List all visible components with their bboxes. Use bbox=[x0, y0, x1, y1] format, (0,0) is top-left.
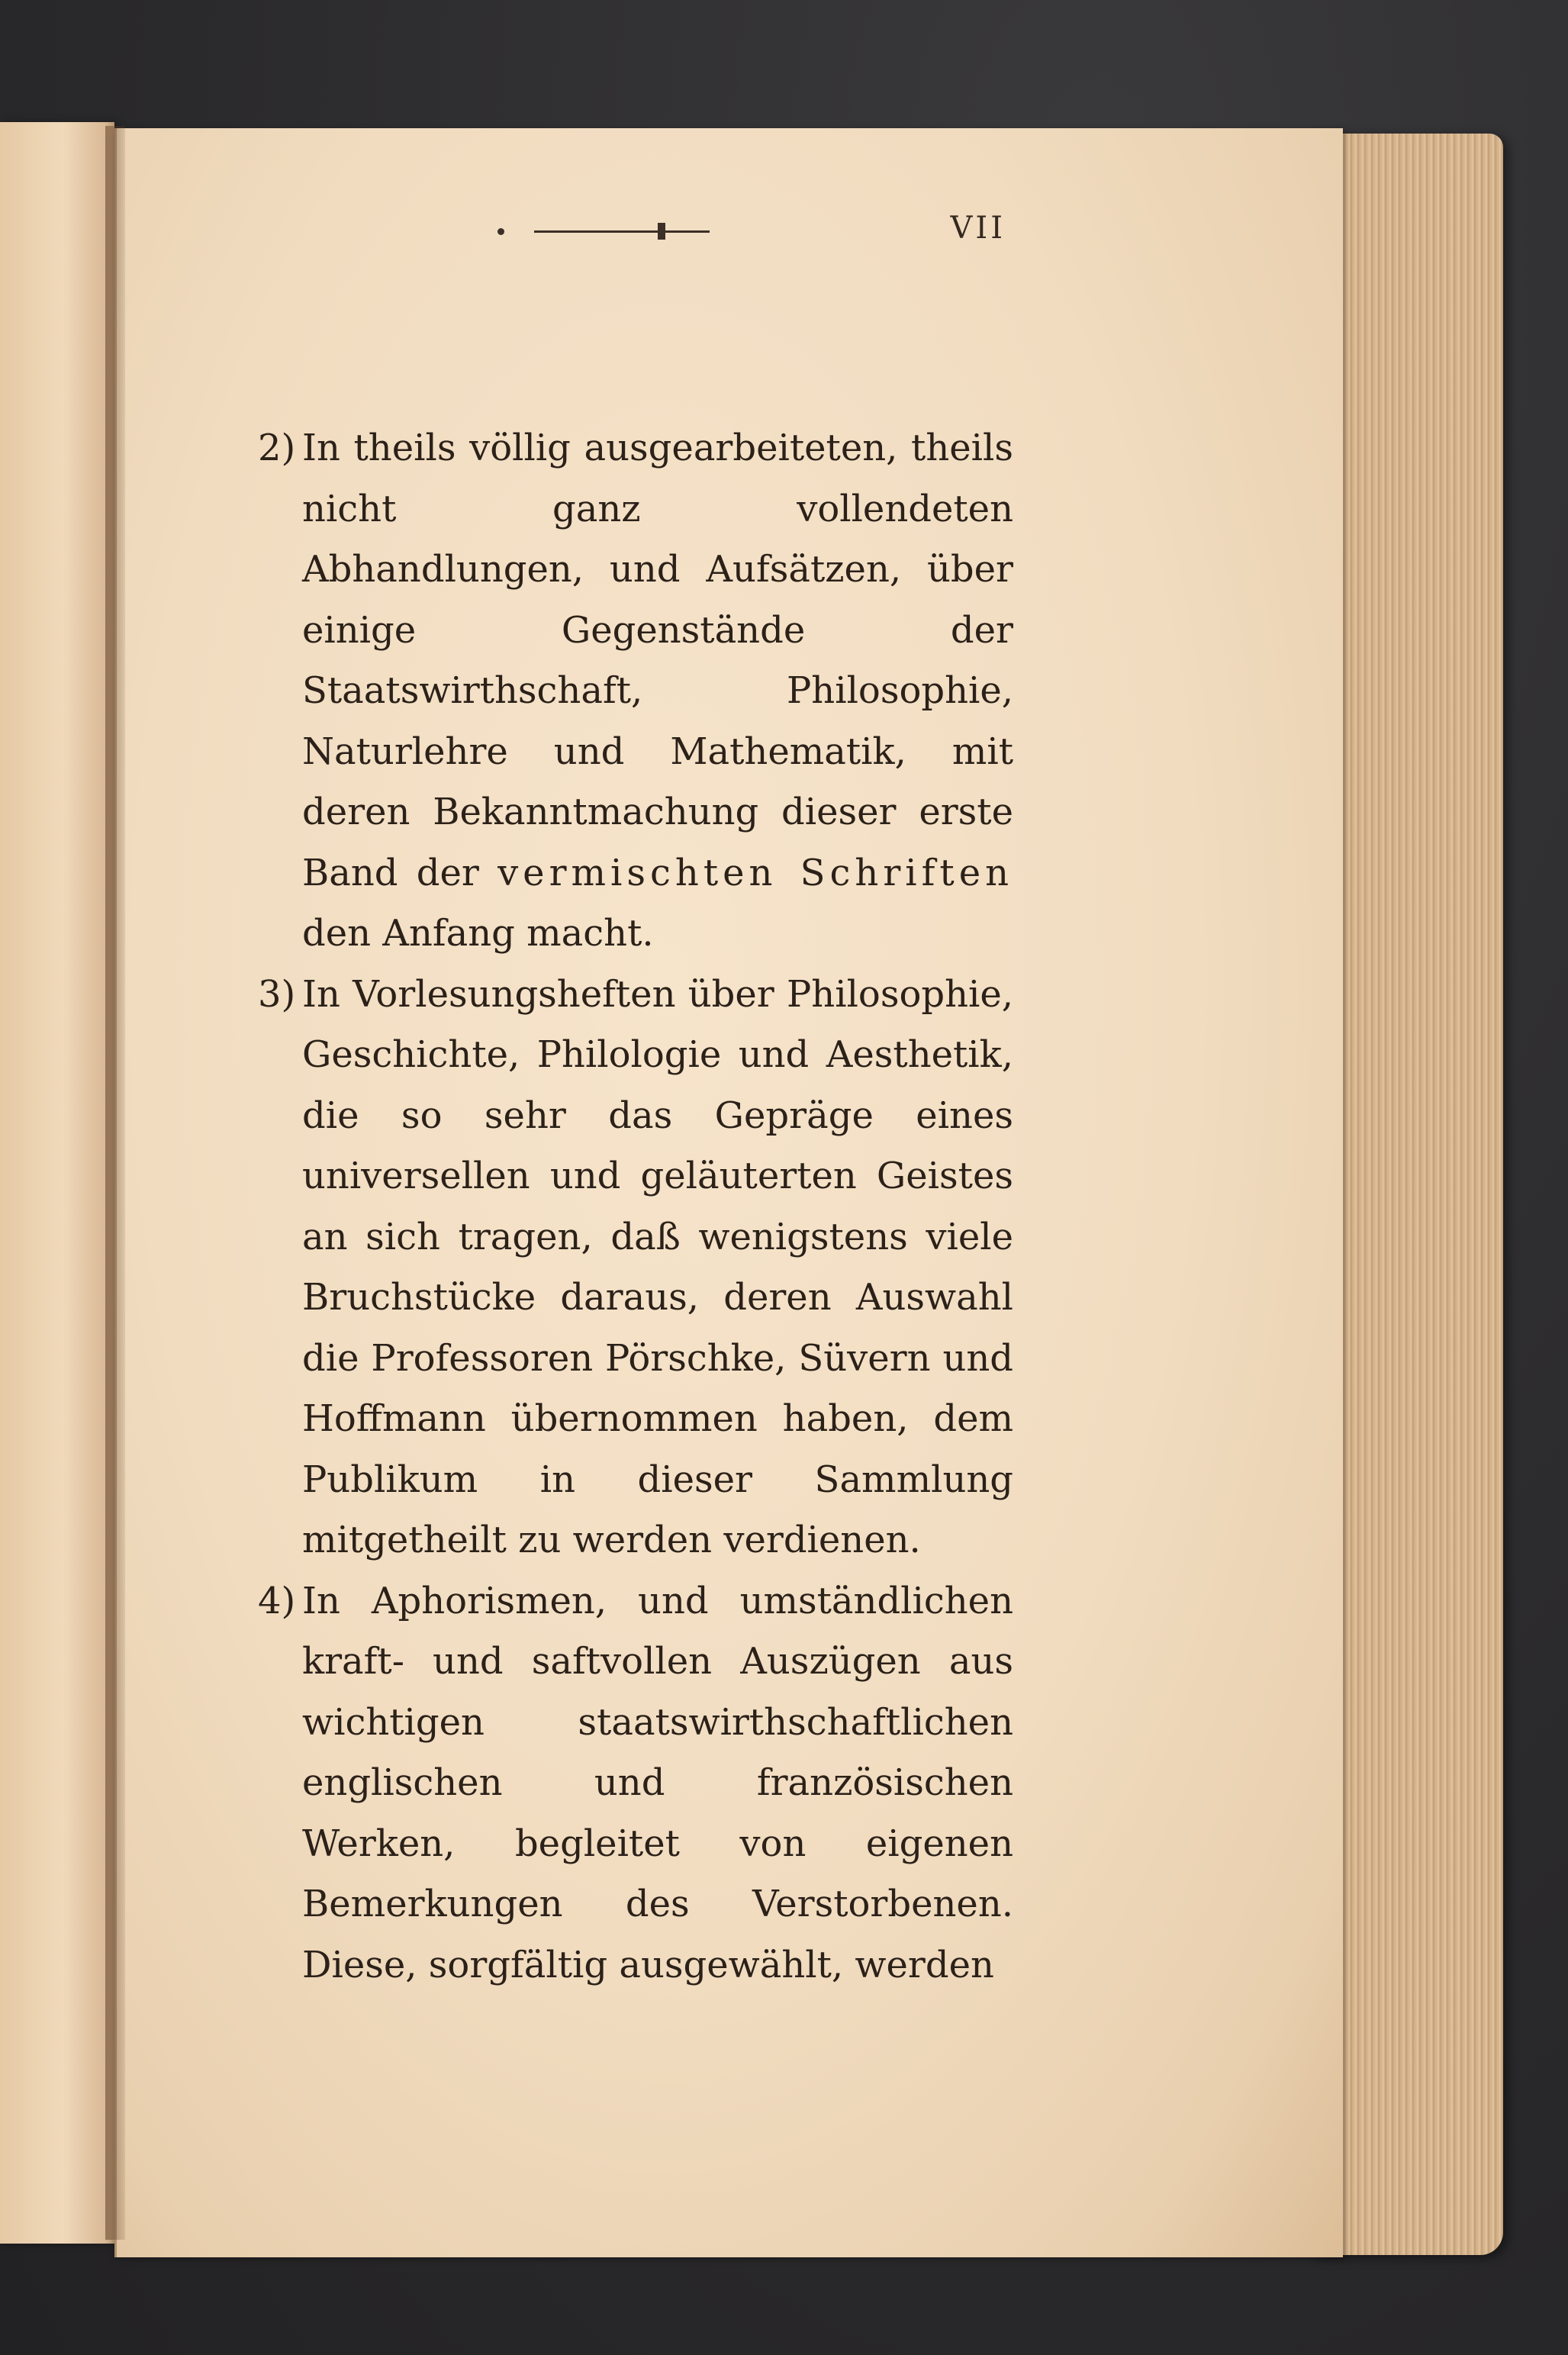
item-number: 2) bbox=[258, 427, 296, 469]
item-emphasis: vermischten Schriften bbox=[497, 851, 1014, 894]
item-text: In Aphorismen, und umständlichen kraft- und saftvollen Auszügen aus wichtigen staatswirthschaftlichen englischen und französischen Werken, begleitet von eigenen Bemerkungen des Verstorbenen. Diese, sorgfältig ausgewählt, werden bbox=[302, 1579, 1013, 1986]
list-item bbox=[258, 965, 1013, 1571]
item-text: In Vorlesungsheften über Philosophie, Geschichte, Philologie und Aesthetik, die so sehr das Gepräge eines universellen und geläuterten Geistes an sich tragen, daß wenigstens viele Bruchstücke daraus, deren Auswahl die Professoren Pörschke, Süvern und Hoffmann übernommen haben, dem Publikum in dieser Sammlung mitgetheilt zu werden verdienen. bbox=[302, 972, 1013, 1561]
list-item bbox=[258, 1571, 1013, 1996]
item-text-continued: den Anfang macht. bbox=[302, 912, 654, 955]
item-number: 3) bbox=[258, 972, 296, 1016]
running-header bbox=[526, 208, 1015, 253]
gutter-shadow bbox=[105, 126, 125, 2240]
previous-page-edge bbox=[0, 122, 114, 2244]
item-number: 4) bbox=[258, 1579, 296, 1622]
page-number: VII bbox=[950, 211, 1006, 246]
header-ornament-rule bbox=[534, 230, 710, 233]
body-text bbox=[258, 418, 1013, 1996]
item-text: In theils völlig ausgearbeiteten, theils nicht ganz vollendeten Abhandlungen, und Aufsätzen, über einige Gegenstände der Staatswirthschaft, Philosophie, Naturlehre und Mathematik, mit deren Bekanntmachung dieser erste Band der bbox=[302, 427, 1013, 894]
list-item bbox=[258, 418, 1013, 965]
